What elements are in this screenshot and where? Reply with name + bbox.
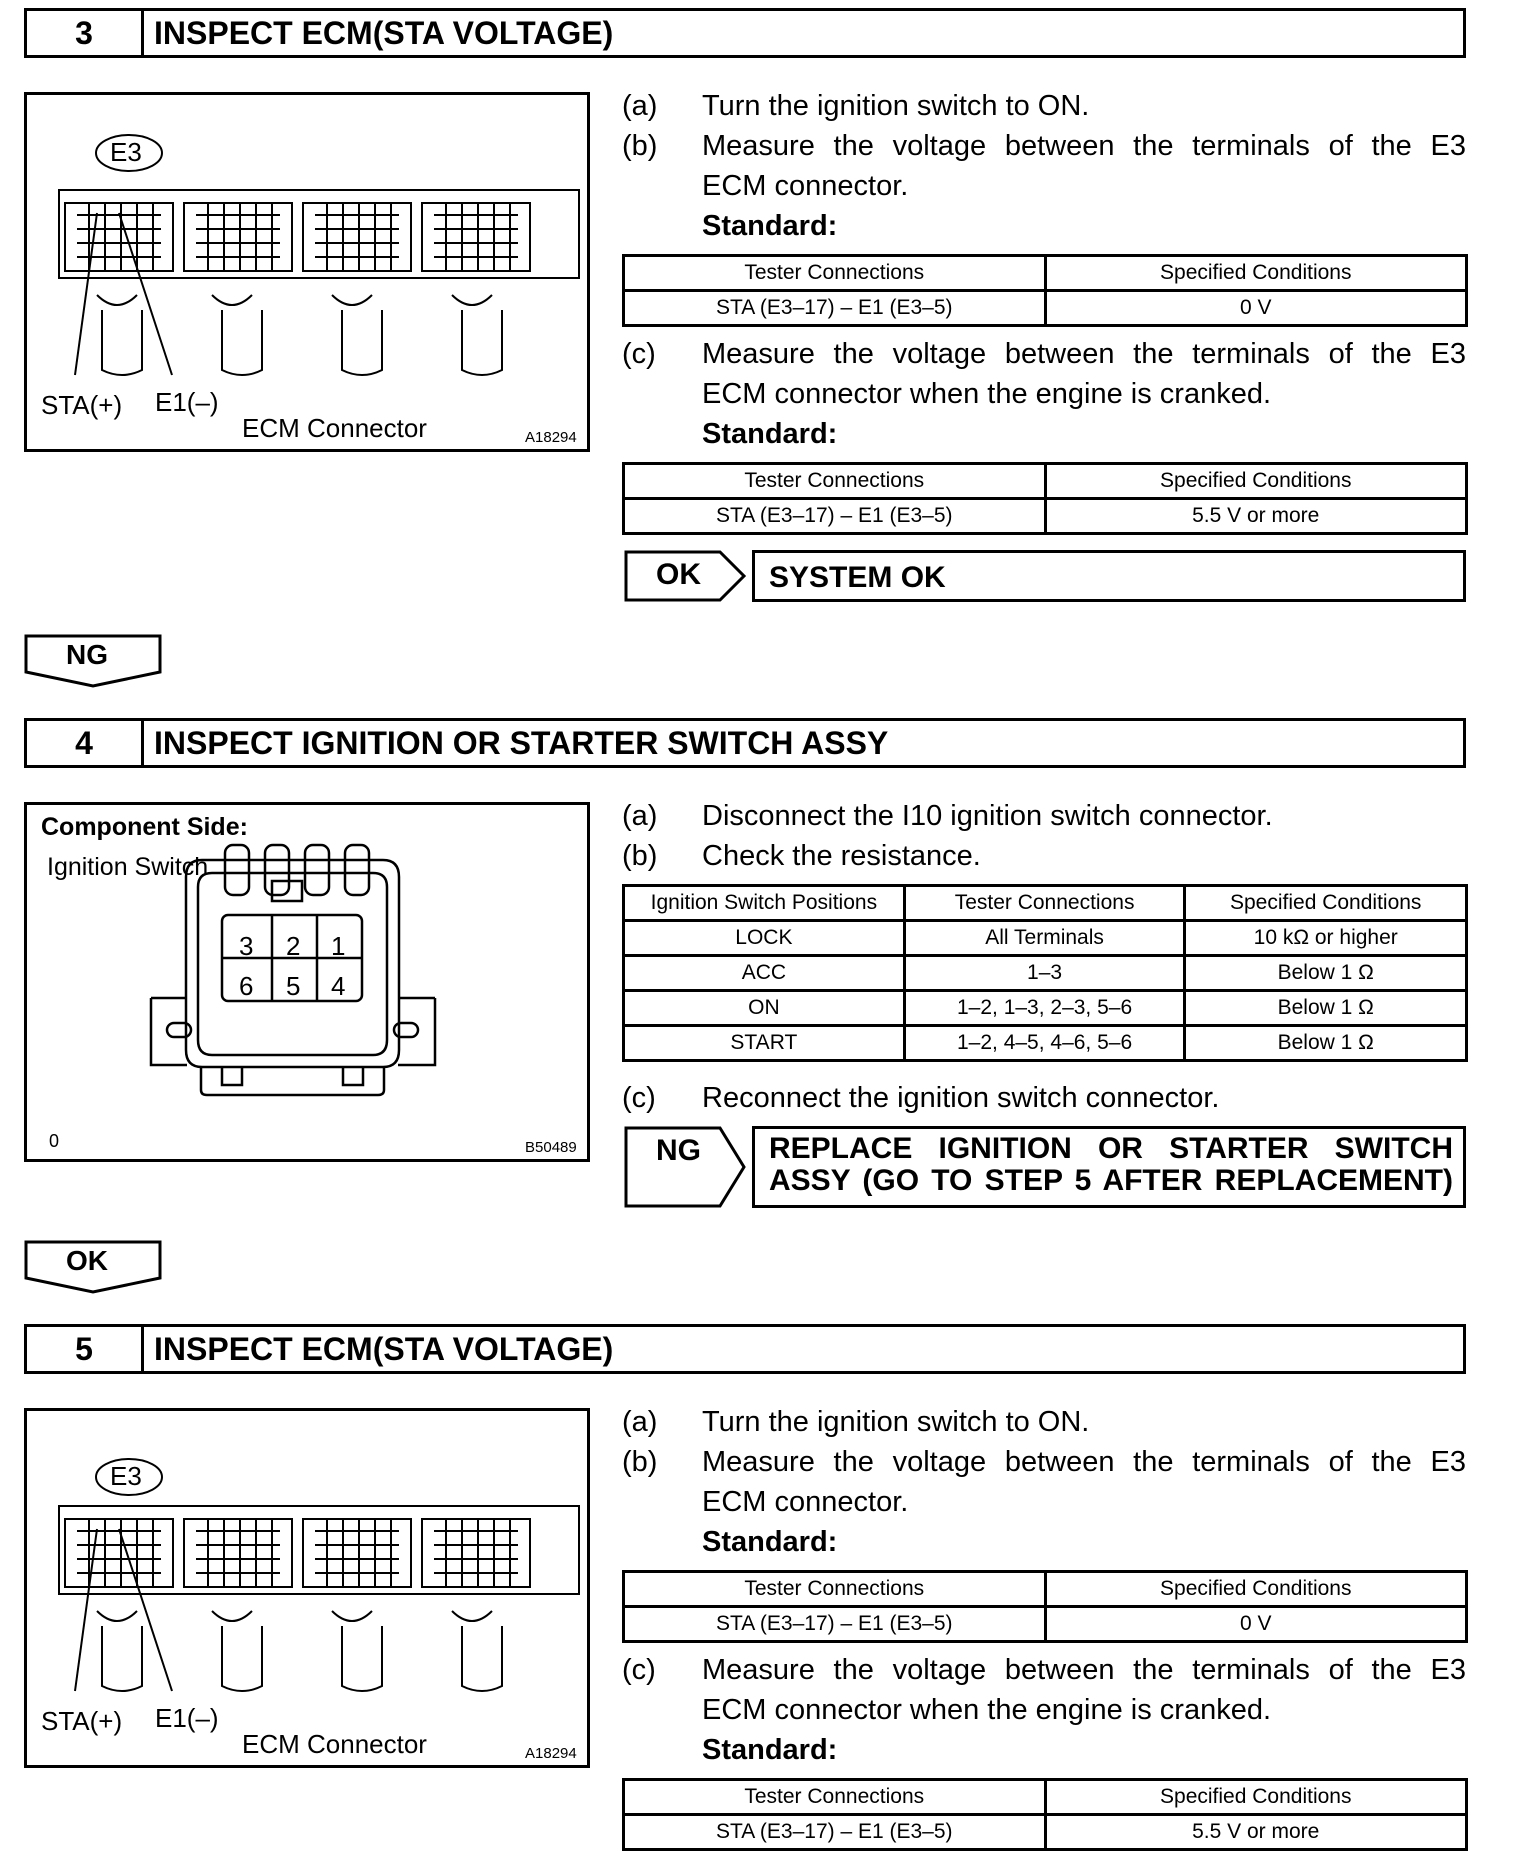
- standard-label: Standard:: [702, 418, 838, 450]
- figure-caption: ECM Connector: [242, 413, 427, 443]
- table-row: [624, 921, 1467, 956]
- ignition-switch-label: Ignition Switch: [47, 853, 209, 881]
- table-header: Specified Conditions: [1185, 886, 1467, 921]
- spec-table-1: [622, 1570, 1468, 1643]
- table-row: [624, 991, 1467, 1026]
- sta-label: STA(+): [41, 390, 123, 420]
- figure-code: B50489: [525, 1139, 577, 1156]
- ng-flow-tag: NG: [24, 634, 162, 688]
- connector-id: E3: [110, 1461, 142, 1491]
- table-cell: START: [624, 1026, 905, 1061]
- spec-table-2: [622, 462, 1468, 535]
- table-header: Tester Connections: [624, 1780, 1046, 1815]
- step-4-header: [24, 718, 1466, 768]
- spec-table-2: [622, 1778, 1468, 1851]
- step-3-header: [24, 8, 1466, 58]
- pin-6: 6: [239, 971, 254, 1001]
- table-cell: Below 1 Ω: [1185, 991, 1467, 1026]
- table-cell: 1–3: [904, 956, 1185, 991]
- step-number: 3: [27, 11, 144, 55]
- table-cell: LOCK: [624, 921, 905, 956]
- table-cell: 10 kΩ or higher: [1185, 921, 1467, 956]
- step-3-b-line2: ECM connector.: [702, 170, 909, 202]
- e1-label: E1(–): [155, 1703, 219, 1733]
- step-5-b-line1: Measure the voltage between the terminals of the E3: [702, 1446, 1466, 1478]
- standard-label: Standard:: [702, 210, 838, 242]
- step-5-c-line1: Measure the voltage between the terminals of the E3: [702, 1654, 1466, 1686]
- step-number: 5: [27, 1327, 144, 1371]
- step-5-c-line2: ECM connector when the engine is cranked.: [702, 1694, 1272, 1726]
- figure-corner-mark: 0: [49, 1131, 60, 1151]
- ignition-switch-figure: [24, 802, 590, 1162]
- table-cell: 0 V: [1045, 1607, 1467, 1642]
- step-3-c-line1: Measure the voltage between the terminals of the E3: [702, 338, 1466, 370]
- table-header: Tester Connections: [624, 464, 1046, 499]
- e1-label: E1(–): [155, 387, 219, 417]
- result-replace-switch: [752, 1126, 1466, 1208]
- table-cell: All Terminals: [904, 921, 1185, 956]
- table-row: [624, 956, 1467, 991]
- table-cell: Below 1 Ω: [1185, 956, 1467, 991]
- table-row: [624, 1026, 1467, 1061]
- table-cell: ON: [624, 991, 905, 1026]
- table-header: Specified Conditions: [1045, 464, 1467, 499]
- ok-flow-tag: OK: [24, 1240, 162, 1294]
- step-5-header: [24, 1324, 1466, 1374]
- pin-3: 3: [239, 931, 254, 961]
- resistance-table: [622, 884, 1468, 1062]
- step-title: INSPECT IGNITION OR STARTER SWITCH ASSY: [154, 724, 889, 761]
- table-header: Tester Connections: [624, 1572, 1046, 1607]
- spec-table-1: [622, 254, 1468, 327]
- table-header: Ignition Switch Positions: [624, 886, 905, 921]
- step-5-b-line2: ECM connector.: [702, 1486, 909, 1518]
- ecm-connector-figure: [24, 1408, 590, 1768]
- table-cell: ACC: [624, 956, 905, 991]
- step-title: INSPECT ECM(STA VOLTAGE): [154, 1330, 614, 1367]
- step-number: 4: [27, 721, 144, 765]
- component-side-label: Component Side:: [41, 813, 248, 841]
- table-header: Specified Conditions: [1045, 1572, 1467, 1607]
- table-cell: 1–2, 1–3, 2–3, 5–6: [904, 991, 1185, 1026]
- table-cell: 1–2, 4–5, 4–6, 5–6: [904, 1026, 1185, 1061]
- table-cell: 5.5 V or more: [1045, 499, 1467, 534]
- standard-label: Standard:: [702, 1526, 838, 1558]
- result-system-ok: SYSTEM OK: [752, 550, 1466, 602]
- step-title: INSPECT ECM(STA VOLTAGE): [154, 14, 614, 51]
- figure-caption: ECM Connector: [242, 1729, 427, 1759]
- standard-label: Standard:: [702, 1734, 838, 1766]
- table-header: Specified Conditions: [1045, 1780, 1467, 1815]
- connector-id: E3: [110, 137, 142, 167]
- ecm-connector-figure: [24, 92, 590, 452]
- table-cell: STA (E3–17) – E1 (E3–5): [624, 1815, 1046, 1850]
- table-cell: STA (E3–17) – E1 (E3–5): [624, 291, 1046, 326]
- step-3-c-line2: ECM connector when the engine is cranked.: [702, 378, 1272, 410]
- pin-5: 5: [286, 971, 301, 1001]
- result-line-1: REPLACE IGNITION OR STARTER SWITCH: [769, 1132, 1453, 1165]
- table-cell: Below 1 Ω: [1185, 1026, 1467, 1061]
- ng-result-tag: NG: [624, 1126, 748, 1208]
- table-cell: 0 V: [1045, 291, 1467, 326]
- table-header: Specified Conditions: [1045, 256, 1467, 291]
- pin-4: 4: [331, 971, 346, 1001]
- table-header: Tester Connections: [904, 886, 1185, 921]
- ok-result-tag: OK: [624, 550, 748, 602]
- ignition-switch-drawing: [27, 805, 587, 1159]
- pin-1: 1: [331, 931, 346, 961]
- table-header: Tester Connections: [624, 256, 1046, 291]
- figure-code: A18294: [525, 1745, 577, 1762]
- step-3-b-line1: Measure the voltage between the terminals of the E3: [702, 130, 1466, 162]
- result-line-2: ASSY (GO TO STEP 5 AFTER REPLACEMENT): [769, 1164, 1453, 1197]
- table-cell: STA (E3–17) – E1 (E3–5): [624, 499, 1046, 534]
- sta-label: STA(+): [41, 1706, 123, 1736]
- figure-code: A18294: [525, 429, 577, 446]
- pin-2: 2: [286, 931, 301, 961]
- table-cell: 5.5 V or more: [1045, 1815, 1467, 1850]
- table-cell: STA (E3–17) – E1 (E3–5): [624, 1607, 1046, 1642]
